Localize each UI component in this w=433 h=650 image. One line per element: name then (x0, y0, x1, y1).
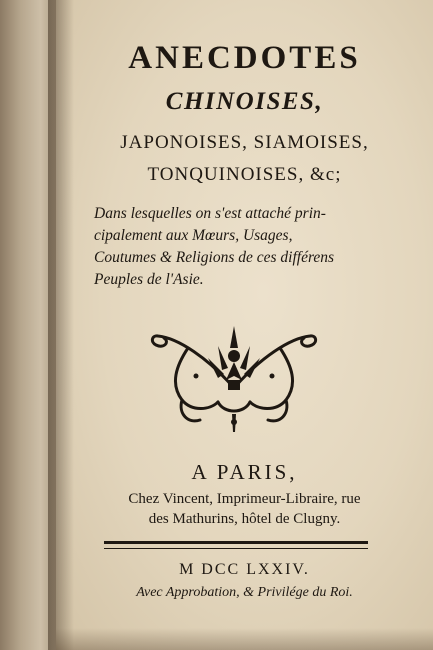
title-japonoises: JAPONOISES, SIAMOISES, (120, 132, 369, 153)
description-line: Coutumes & Religions de ces différens (94, 249, 335, 266)
page-edge-shadow (56, 628, 433, 650)
description-block (94, 203, 404, 291)
description-line: Peuples de l'Asie. (94, 271, 204, 288)
double-rule-thick (104, 541, 368, 544)
title-anecdotes: ANECDOTES (128, 40, 361, 76)
title-tonquinoises: TONQUINOISES, &c; (147, 164, 342, 185)
privilege-notice: Avec Approbation, & Privilége du Roi. (136, 585, 353, 600)
year: M DCC LXXIV. (179, 561, 310, 578)
place: A PARIS, (191, 460, 298, 484)
description-line: Dans lesquelles on s'est attaché prin- (94, 205, 326, 222)
floral-vignette-icon (148, 318, 320, 436)
description-line: cipalement aux Mœurs, Usages, (94, 227, 293, 244)
publisher-line-2: des Mathurins, hôtel de Clugny. (148, 511, 341, 527)
double-rule-thin (104, 548, 368, 549)
publisher-line-1: Chez Vincent, Imprimeur-Libraire, rue (128, 491, 361, 507)
title-chinoises: CHINOISES, (165, 88, 324, 115)
